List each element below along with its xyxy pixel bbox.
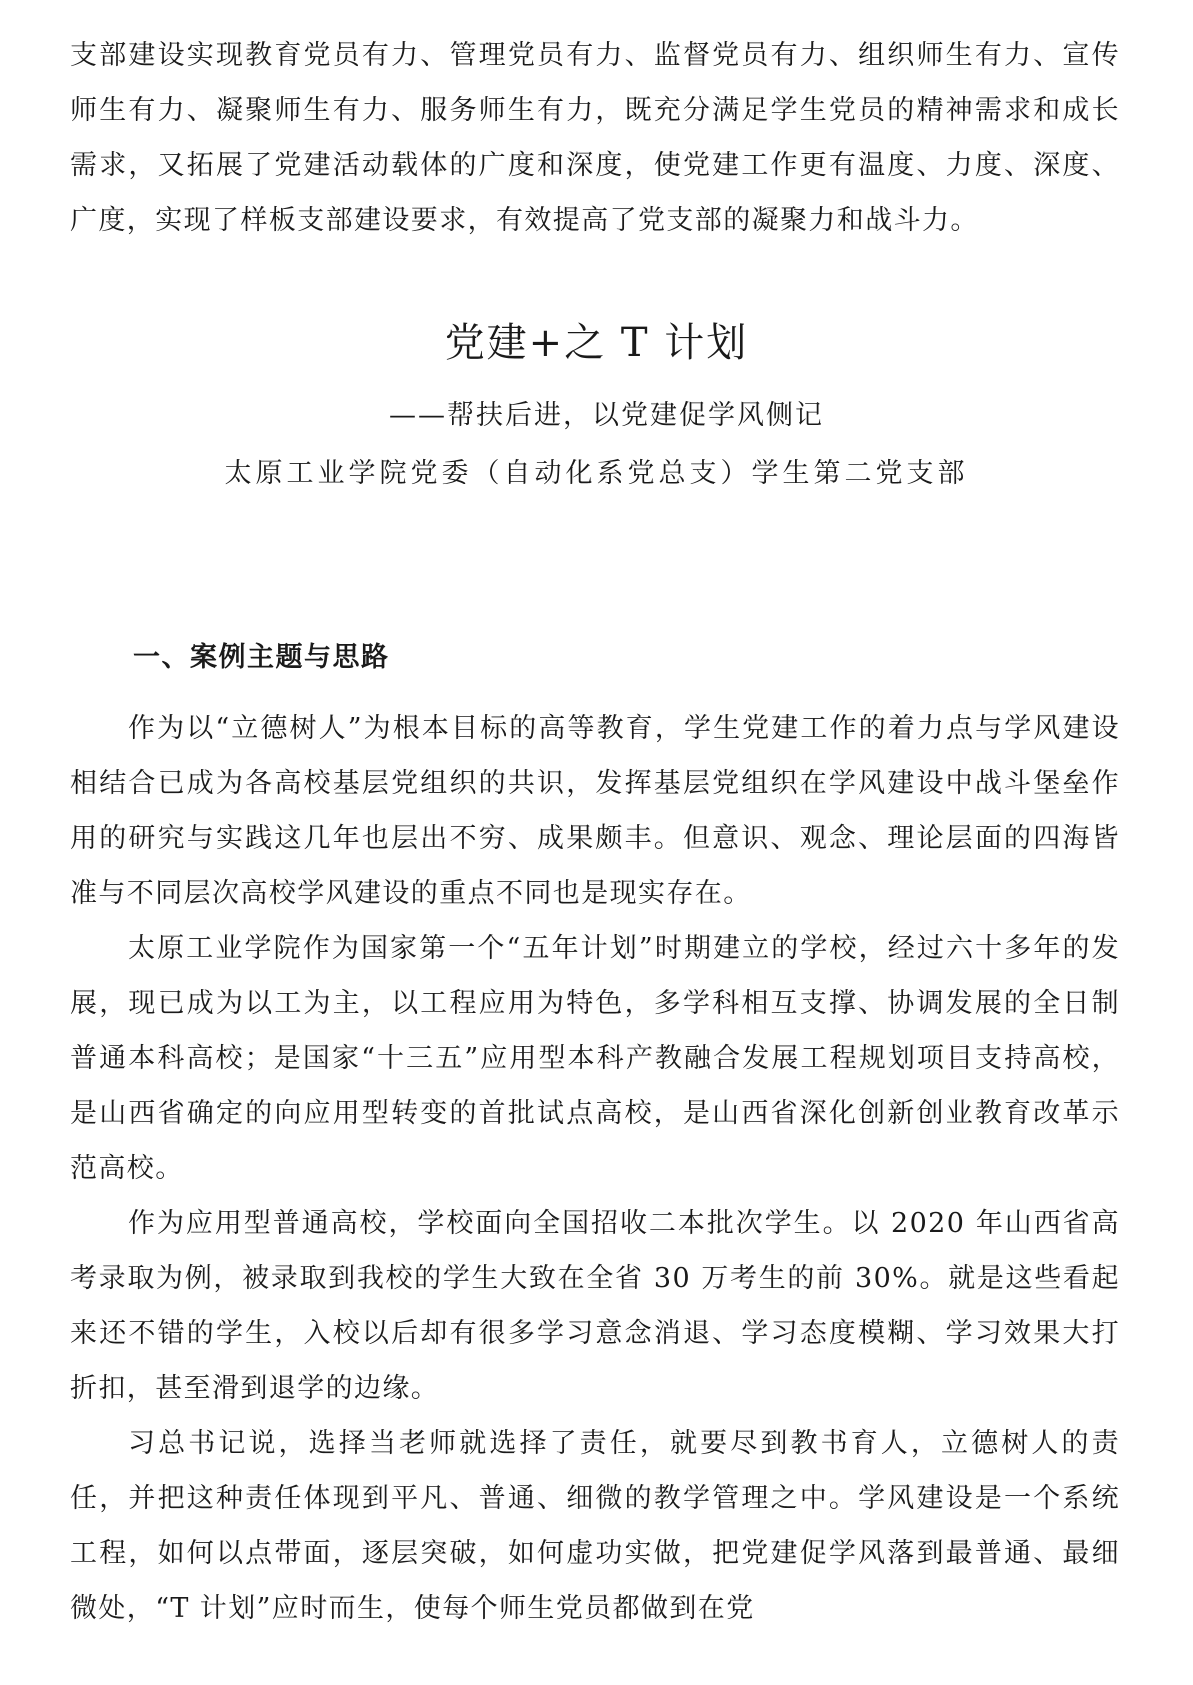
article-subtitle: ——帮扶后进，以党建促学风侧记: [389, 400, 824, 431]
section-body: [70, 646, 1120, 1636]
body-paragraph: 习总书记说，选择当老师就选择了责任，就要尽到教书育人，立德树人的责任，并把这种责任体现到平凡、普通、细微的教学管理之中。学风建设是一个系统工程，如何以点带面，逐层突破，如何虚功实做，把党建促学风落到最普通、最细微处，“T 计划”应时而生，使每个师生党员都做到在党: [70, 1428, 1120, 1624]
body-paragraph: 太原工业学院作为国家第一个“五年计划”时期建立的学校，经过六十多年的发展，现已成为以工为主，以工程应用为特色，多学科相互支撑、协调发展的全日制普通本科高校；是国家“十三五”应用型本科产教融合发展工程规划项目支持高校，是山西省确定的向应用型转变的首批试点高校，是山西省深化创新创业教育改革示范高校。: [70, 933, 1120, 1184]
intro-paragraph: 支部建设实现教育党员有力、管理党员有力、监督党员有力、组织师生有力、宣传师生有力、凝聚师生有力、服务师生有力，既充分满足学生党员的精神需求和成长需求，又拓展了党建活动载体的广度和深度，使党建工作更有温度、力度、深度、广度，实现了样板支部建设要求，有效提高了党支部的凝聚力和战斗力。: [70, 40, 1120, 236]
article-title: 党建+之 T 计划: [444, 320, 749, 366]
section-heading: 一、案例主题与思路: [133, 642, 390, 673]
body-paragraph: 作为应用型普通高校，学校面向全国招收二本批次学生。以 2020 年山西省高考录取为例，被录取到我校的学生大致在全省 30 万考生的前 30%。就是这些看起来还不错的学生，入校以后却有很多学习意念消退、学习态度模糊、学习效果大打折扣，甚至滑到退学的边缘。: [70, 1208, 1120, 1404]
body-paragraph: 作为以“立德树人”为根本目标的高等教育，学生党建工作的着力点与学风建设相结合已成为各高校基层党组织的共识，发挥基层党组织在学风建设中战斗堡垒作用的研究与实践这几年也层出不穷、成果颇丰。但意识、观念、理论层面的四海皆准与不同层次高校学风建设的重点不同也是现实存在。: [70, 713, 1120, 909]
article-author: 太原工业学院党委（自动化系党总支）学生第二党支部: [224, 458, 969, 489]
intro-text-block: [70, 28, 1120, 248]
